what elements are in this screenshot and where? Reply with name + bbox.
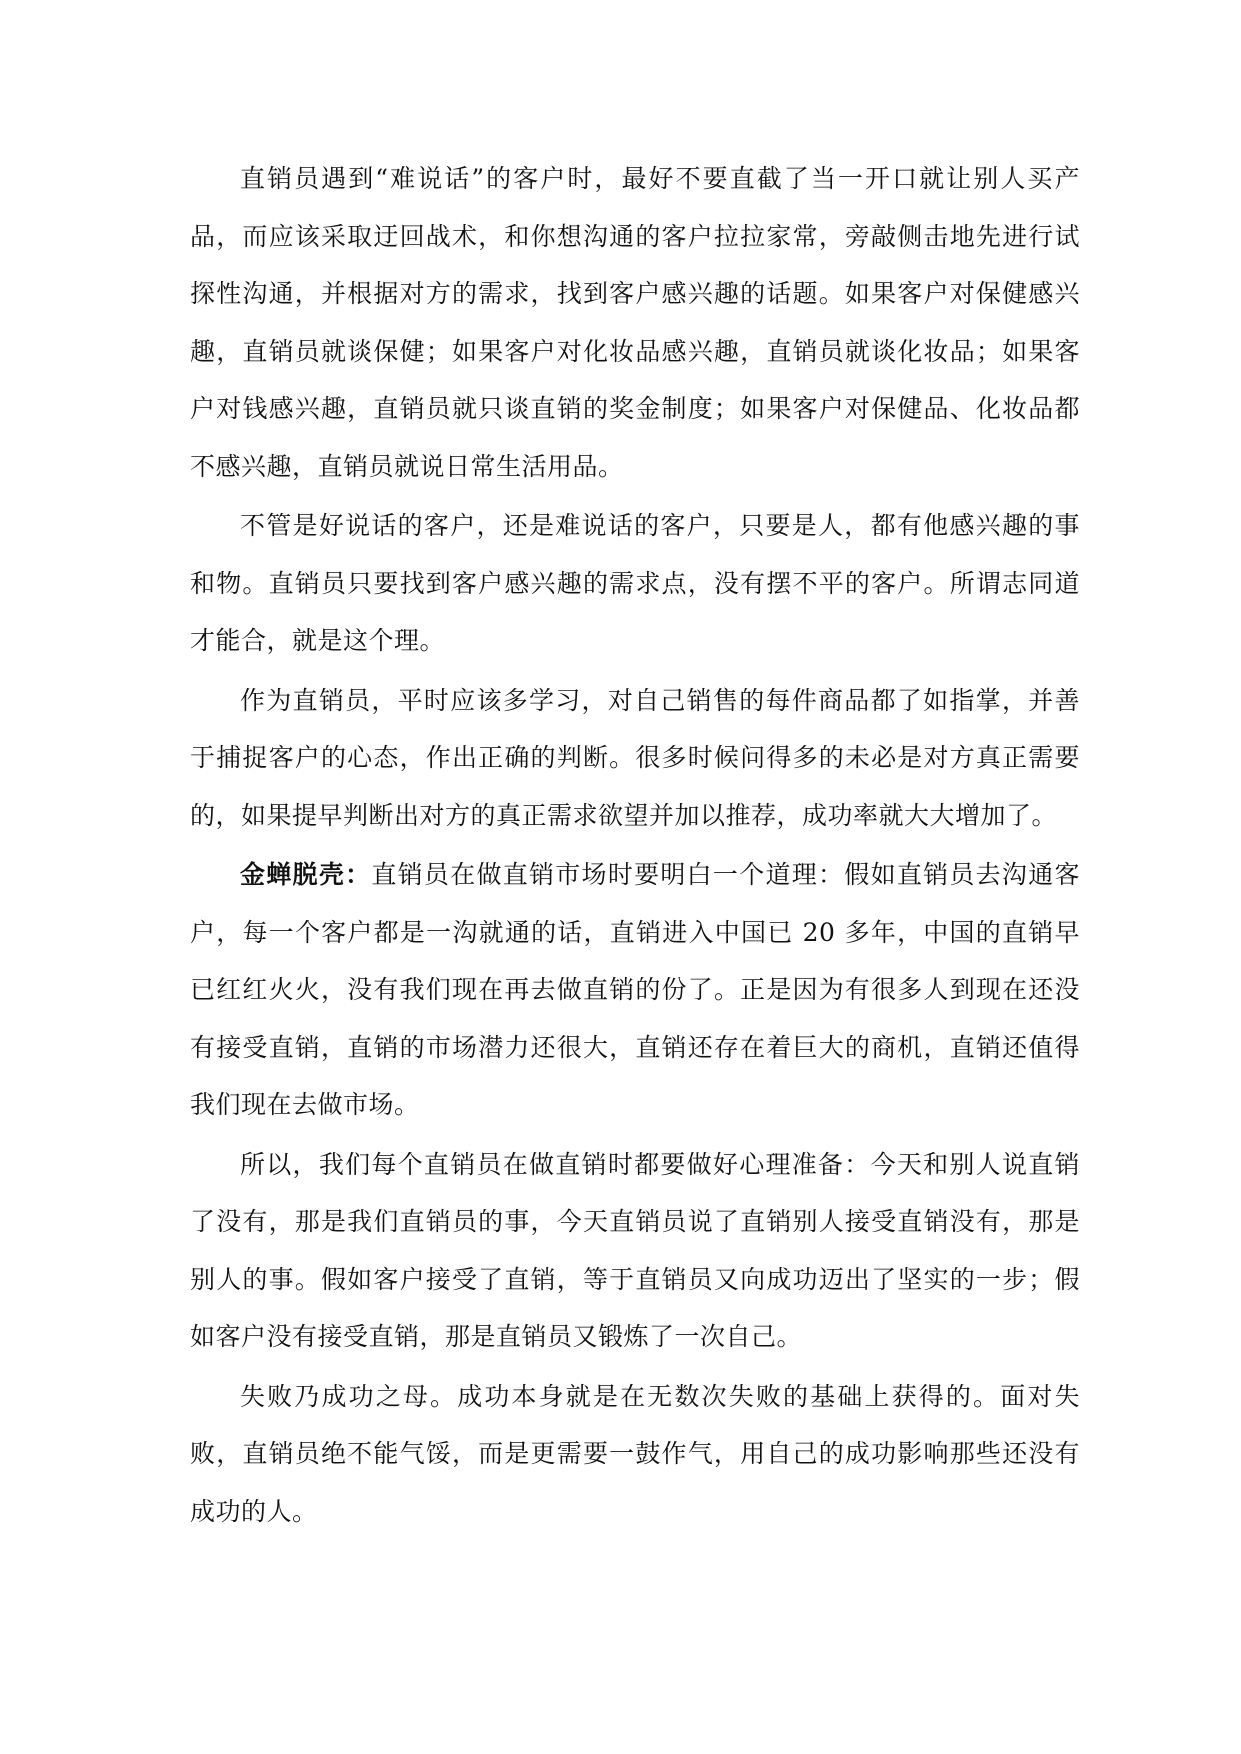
paragraph-4	[190, 846, 1080, 1134]
paragraph-text: 所以，我们每个直销员在做直销时都要做好心理准备：今天和别人说直销了没有，那是我们直销员的事，今天直销员说了直销别人接受直销没有，那是别人的事。假如客户接受了直销，等于直销员又向成功迈出了坚实的一步；假如客户没有接受直销，那是直销员又锻炼了一次自己。	[190, 1149, 1080, 1351]
paragraph-text: 作为直销员，平时应该多学习，对自己销售的每件商品都了如指掌，并善于捕捉客户的心态，作出正确的判断。很多时候问得多的未必是对方真正需要的，如果提早判断出对方的真正需求欲望并加以推荐，成功率就大大增加了。	[190, 685, 1080, 830]
paragraph-6	[190, 1368, 1080, 1541]
paragraph-text: 不管是好说话的客户，还是难说话的客户，只要是人，都有他感兴趣的事和物。直销员只要找到客户感兴趣的需求点，没有摆不平的客户。所谓志同道才能合，就是这个理。	[190, 511, 1080, 655]
paragraph-lead-bold: 金蝉脱壳：	[240, 860, 372, 889]
paragraph-5	[190, 1136, 1080, 1366]
paragraph-text: 失败乃成功之母。成功本身就是在无数次失败的基础上获得的。面对失败，直销员绝不能气馁，而是更需要一鼓作气，用自己的成功影响那些还没有成功的人。	[190, 1381, 1080, 1526]
paragraph-1	[190, 150, 1080, 495]
paragraph-2	[190, 497, 1080, 670]
paragraph-3	[190, 672, 1080, 845]
paragraph-text: 直销员遇到“难说话”的客户时，最好不要直截了当一开口就让别人买产品，而应该采取迂回战术，和你想沟通的客户拉拉家常，旁敲侧击地先进行试探性沟通，并根据对方的需求，找到客户感兴趣的话题。如果客户对保健感兴趣，直销员就谈保健；如果客户对化妆品感兴趣，直销员就谈化妆品；如果客户对钱感兴趣，直销员就只谈直销的奖金制度；如果客户对保健品、化妆品都不感兴趣，直销员就说日常生活用品。	[190, 164, 1080, 481]
document-page	[190, 150, 1080, 1542]
paragraph-text: 直销员在做直销市场时要明白一个道理：假如直销员去沟通客户，每一个客户都是一沟就通的话，直销进入中国已 20 多年，中国的直销早已红红火火，没有我们现在再去做直销的份了。正是因为有很多人到现在还没有接受直销，直销的市场潜力还很大，直销还存在着巨大的商机，直销还值得我们现在去做市场。	[190, 860, 1080, 1119]
